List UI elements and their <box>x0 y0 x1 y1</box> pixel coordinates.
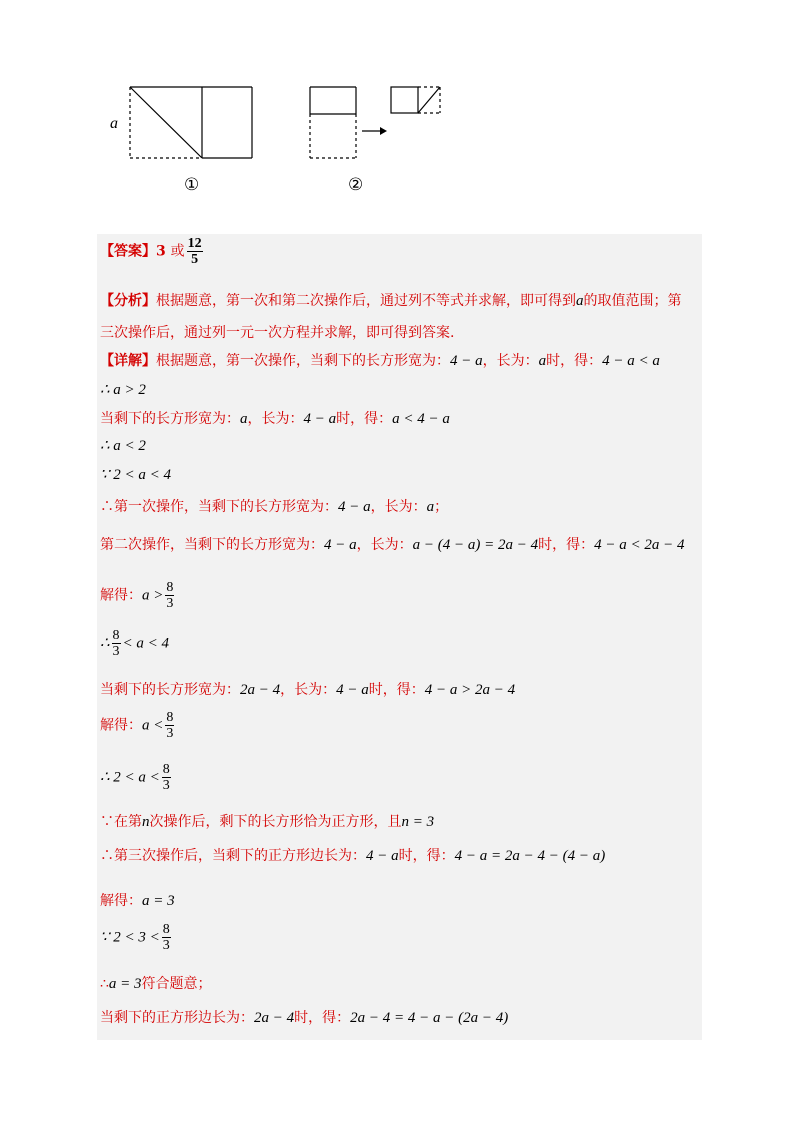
fraction-denominator: 3 <box>112 644 120 659</box>
math-expression: a > <box>142 587 164 604</box>
analysis-tag: 【分析】 <box>100 293 156 309</box>
detail-text: 当剩下的长方形宽为： <box>100 682 240 698</box>
detail-text: 时，得： <box>336 411 393 427</box>
side-label-a: a <box>110 115 118 132</box>
math-equation: 4 − a = 2a − 4 − (4 − a) <box>454 848 606 864</box>
fraction <box>112 628 121 659</box>
math-width: 2a − 4 <box>240 682 281 698</box>
math-because: ∵ 2 < a < 4 <box>100 467 172 483</box>
math-length: 4 − a <box>336 682 369 698</box>
math-length: a − (4 − a) = 2a − 4 <box>412 537 539 553</box>
answer-value: 3 <box>156 243 166 260</box>
detail-line-12 <box>100 762 173 793</box>
detail-text: 次操作后，剩下的长方形恰为正方形，且 <box>149 814 402 830</box>
answer-line <box>100 236 205 267</box>
detail-text: ，长为： <box>370 499 427 515</box>
math-inequality: 4 − a < 2a − 4 <box>594 537 685 553</box>
answer-fraction <box>187 236 203 267</box>
detail-line-11 <box>100 710 176 741</box>
detail-text: ∵在第 <box>100 814 142 830</box>
fraction <box>165 710 174 741</box>
math-equation: a = 3 <box>108 976 142 992</box>
answer-or: 或 <box>170 243 185 260</box>
math-conclusion: ∴ a < 2 <box>100 438 146 454</box>
detail-line-17 <box>100 973 212 993</box>
detail-tag: 【详解】 <box>100 353 156 369</box>
detail-line-13 <box>100 811 434 831</box>
detail-text: ∴第一次操作，当剩下的长方形宽为： <box>100 499 338 515</box>
fraction-denominator: 3 <box>166 596 174 611</box>
detail-text: 符合题意； <box>141 976 212 992</box>
detail-text: 当剩下的长方形宽为： <box>100 411 240 427</box>
caption-2: ② <box>348 175 364 195</box>
analysis-var: a <box>576 293 584 309</box>
fraction-numerator: 8 <box>162 922 170 937</box>
detail-line-3 <box>100 408 450 428</box>
math-var-n: n <box>142 814 150 830</box>
fraction-numerator: 8 <box>112 628 120 643</box>
detail-text: 时，得： <box>368 682 425 698</box>
detail-text: 当剩下的正方形边长为： <box>100 1010 254 1026</box>
detail-line-6 <box>100 496 448 516</box>
math-expression: < a < 4 <box>122 635 170 652</box>
detail-text: ，长为： <box>280 682 337 698</box>
math-expression: ∴ 2 < a < <box>100 769 160 786</box>
fraction-numerator: 8 <box>166 580 174 595</box>
detail-text: ∴第三次操作后，当剩下的正方形边长为： <box>100 848 366 864</box>
math-inequality: a < 4 − a <box>392 411 450 427</box>
math-length: a <box>538 353 547 369</box>
detail-text: 第二次操作，当剩下的长方形宽为： <box>100 537 324 553</box>
fraction-numerator: 8 <box>162 762 170 777</box>
detail-text: ； <box>434 499 449 515</box>
math-expression: a < <box>142 717 164 734</box>
detail-text: ，长为： <box>482 353 539 369</box>
analysis-line-1 <box>100 290 682 310</box>
fraction-denominator: 3 <box>166 726 174 741</box>
detail-text: 解得： <box>100 587 142 604</box>
detail-text: 时，得： <box>294 1010 351 1026</box>
math-expression: ∵ 2 < 3 < <box>100 929 160 946</box>
math-length: a <box>426 499 435 515</box>
detail-line-7 <box>100 534 684 554</box>
math-inequality: 4 − a > 2a − 4 <box>424 682 516 698</box>
math-length: 4 − a <box>303 411 337 427</box>
fraction-denominator: 3 <box>162 778 170 793</box>
rectangle-diagram <box>100 78 460 208</box>
detail-text: 根据题意，第一次操作，当剩下的长方形宽为： <box>156 353 450 369</box>
caption-1: ① <box>184 175 200 195</box>
fraction-numerator: 8 <box>166 710 174 725</box>
fraction <box>162 762 171 793</box>
detail-text: 时，得： <box>546 353 603 369</box>
detail-text: ，长为： <box>356 537 413 553</box>
math-equation: n = 3 <box>401 814 435 830</box>
detail-line-2 <box>100 380 146 399</box>
fraction-denominator: 5 <box>191 252 199 267</box>
detail-text: 时，得： <box>538 537 595 553</box>
detail-text: 时，得： <box>398 848 455 864</box>
detail-line-16 <box>100 922 173 953</box>
detail-text: ，长为： <box>247 411 304 427</box>
fraction <box>162 922 171 953</box>
math-therefore: ∴ <box>100 976 109 992</box>
detail-line-1 <box>100 350 660 370</box>
math-side: 2a − 4 <box>254 1010 295 1026</box>
detail-line-15 <box>100 890 175 910</box>
detail-line-9 <box>100 628 169 659</box>
detail-line-4 <box>100 436 146 455</box>
math-width: a <box>240 411 248 427</box>
analysis-text-1: 根据题意，第一次和第二次操作后，通过列不等式并求解，即可得到 <box>156 293 576 309</box>
detail-line-18 <box>100 1007 508 1027</box>
math-equation: a = 3 <box>142 893 175 909</box>
fraction-numerator: 12 <box>187 236 202 251</box>
analysis-text-2: 的取值范围；第 <box>583 293 682 309</box>
detail-line-5 <box>100 465 171 484</box>
math-equation: 2a − 4 = 4 − a − (2a − 4) <box>350 1010 509 1026</box>
math-width: 4 − a <box>450 353 483 369</box>
detail-line-10 <box>100 679 515 699</box>
detail-text: 解得： <box>100 893 142 909</box>
answer-tag: 【答案】 <box>100 243 156 260</box>
math-width: 4 − a <box>338 499 371 515</box>
math-inequality: 4 − a < a <box>602 353 660 369</box>
fraction-denominator: 3 <box>162 938 170 953</box>
analysis-line-2 <box>100 322 454 342</box>
math-conclusion: ∴ a > 2 <box>100 382 146 398</box>
operation-figure <box>100 78 460 208</box>
detail-line-8 <box>100 580 176 611</box>
analysis-text-3: 三次操作后，通过列一元一次方程并求解，即可得到答案. <box>100 325 455 341</box>
math-width: 4 − a <box>324 537 357 553</box>
detail-text: 解得： <box>100 717 142 734</box>
detail-line-14 <box>100 845 605 865</box>
math-side: 4 − a <box>366 848 399 864</box>
math-therefore: ∴ <box>100 635 110 652</box>
fraction <box>165 580 174 611</box>
